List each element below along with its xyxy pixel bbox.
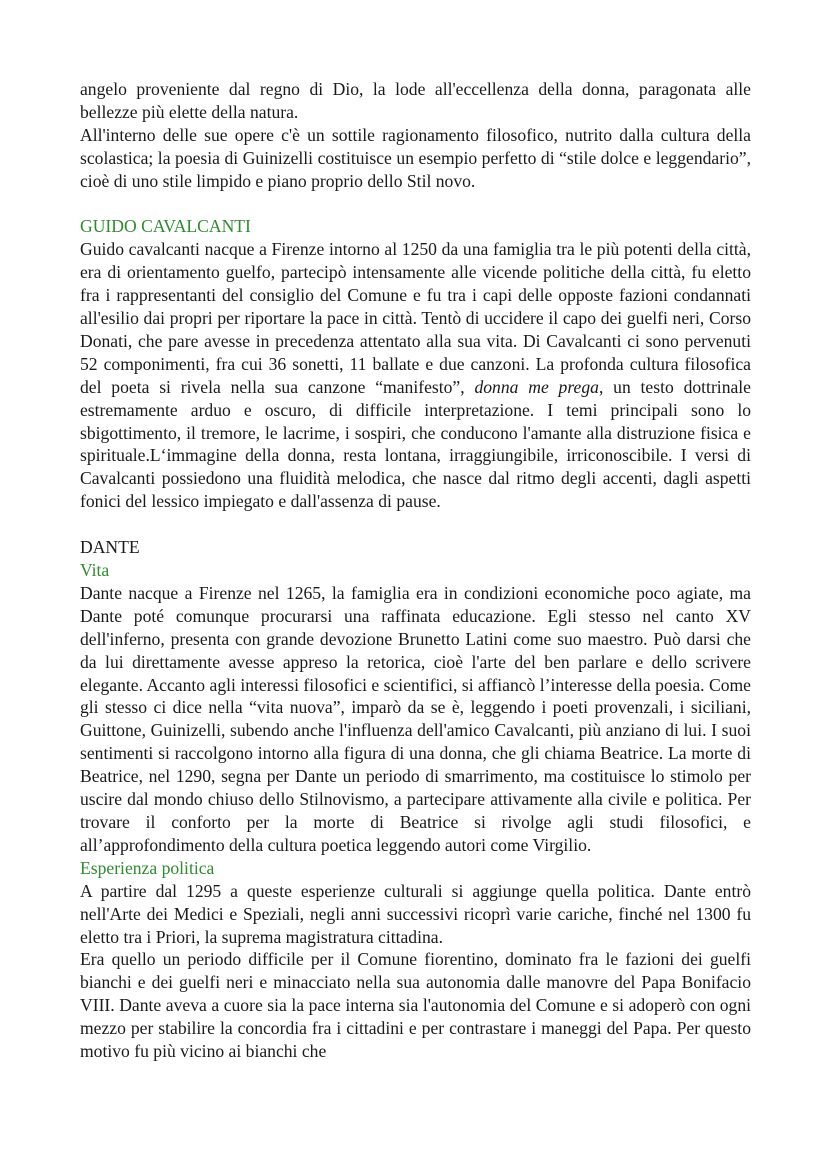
spacer (80, 193, 751, 216)
section-heading-cavalcanti: GUIDO CAVALCANTI (80, 216, 251, 237)
intro-paragraph-1: angelo proveniente dal regno di Dio, la lode all'eccellenza della donna, paragonata alle bellezze più elette della natura. (80, 79, 751, 122)
spacer (80, 513, 751, 536)
subheading-esperienza-politica: Esperienza politica (80, 857, 215, 878)
cavalcanti-paragraph (80, 238, 751, 513)
document-page (80, 78, 751, 1063)
subheading-vita: Vita (80, 560, 110, 580)
cavalcanti-italic-title: donna me prega (474, 376, 599, 397)
politica-paragraph-1: A partire dal 1295 a queste esperienze culturali si aggiunge quella politica. Dante entrò nell'Arte dei Medici e Speziali, negli anni successivi ricoprì varie cariche, finché nel 1300 fu eletto tra i Priori, la suprema magistratura cittadina. (80, 880, 751, 947)
intro-paragraph-2: All'interno delle sue opere c'è un sottile ragionamento filosofico, nutrito dalla cultura della scolastica; la poesia di Guinizelli costituisce un esempio perfetto di “stile dolce e leggendario”, cioè di uno stile limpido e piano proprio dello Stil novo. (80, 124, 751, 191)
vita-paragraph: Dante nacque a Firenze nel 1265, la famiglia era in condizioni economiche poco agiate, ma Dante poté comunque procurarsi una raffinata educazione. Egli stesso nel canto XV dell'inferno, presenta con grande devozione Brunetto Latini come suo maestro. Può darsi che da lui direttamente avesse appreso la retorica, cioè l'arte del ben parlare e dello scrivere elegante. Accanto agli interessi filosofici e scientifici, si affiancò l’interesse della poesia. Come gli stesso ci dice nella “vita nuova”, imparò da se è, leggendo i poeti provenzali, i siciliani, Guittone, Guinizelli, subendo anche l'influenza dell'amico Cavalcanti, più anziano di lui. I suoi sentimenti si raccolgono intorno alla figura di una donna, che gli chiama Beatrice. La morte di Beatrice, nel 1290, segna per Dante un periodo di smarrimento, ma costituisce lo stimolo per uscire dal mondo chiuso dello Stilnovismo, a partecipare attivamente alla civile e politica. Per trovare il conforto per la morte di Beatrice si rivolge agli studi filosofici, e all’approfondimento della cultura poetica leggendo autori come Virgilio. (80, 582, 751, 855)
cavalcanti-text-before: Guido cavalcanti nacque a Firenze intorno al 1250 da una famiglia tra le più potenti della città, era di orientamento guelfo, partecipò intensamente alle vicende politiche della città, fu eletto fra i rappresentanti del consiglio del Comune e fu tra i capi delle opposte fazioni condannati all'esilio dai propri per riportare la pace in città. Tentò di uccidere il capo dei guelfi neri, Corso Donati, che pare avesse in precedenza attentato alla sua vita. Di Cavalcanti ci sono pervenuti 52 componimenti, fra cui 36 sonetti, 11 ballate e due canzoni. La profonda cultura filosofica del poeta si rivela nella sua canzone “manifesto”, (80, 239, 751, 397)
cavalcanti-text-after: , un testo dottrinale estremamente arduo e oscuro, di difficile interpretazione. I temi principali sono lo sbigottimento, il tremore, le lacrime, i sospiri, che conducono l'amante alla distruzione fisica e spirituale.L‘immagine della donna, resta lontana, irraggiungibile, irriconoscibile. I versi di Cavalcanti possiedono una fluidità melodica, che nasce dal ritmo degli accenti, dagli aspetti fonici del lessico impiegato e dall'assenza di pause. (80, 376, 751, 512)
section-heading-dante: DANTE (80, 537, 140, 558)
politica-paragraph-2: Era quello un periodo difficile per il Comune fiorentino, dominato fra le fazioni dei guelfi bianchi e dei guelfi neri e minacciato nella sua autonomia dalle manovre del Papa Bonifacio VIII. Dante aveva a cuore sia la pace interna sia l'autonomia del Comune e si adoperò con ogni mezzo per stabilire la concordia fra i cittadini e per contrastare i maneggi del Papa. Per questo motivo fu più vicino ai bianchi che (80, 949, 751, 1062)
